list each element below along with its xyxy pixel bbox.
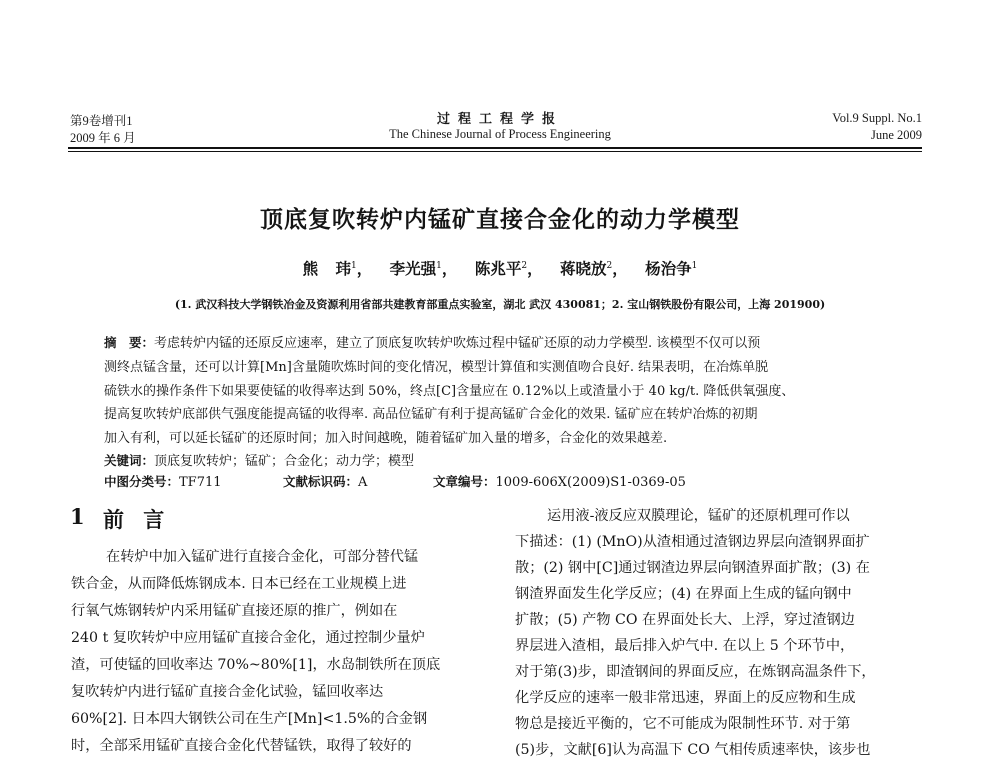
body-line: 化学反应的速率一般非常迅速，界面上的反应物和生成 [515,690,856,706]
body-line: 复吹转炉内进行锰矿直接合金化试验，锰回收率达 [71,684,384,700]
body-line: (5)步，文献[6]认为高温下 CO 气相传质速率快，该步也 [515,742,871,758]
author: 蒋晓放$^2$， [559,259,628,278]
clc-value: TF711 [179,475,222,490]
author: 李光强$^1$， [389,259,458,278]
header-date-en: June 2009 [870,128,922,142]
author: 陈兆平$^2$， [474,259,543,278]
article-number [433,472,686,490]
abstract-line: 摘 要：考虑转炉内锰的还原反应速率，建立了顶底复吹转炉吹炼过程中锰矿还原的动力学模型. 该模型不仅可以预 [104,335,761,351]
body-line: 时，全部采用锰矿直接合金化代替锰铁，取得了较好的 [71,738,412,754]
doc-code [283,472,367,490]
abstract-line: 硫铁水的操作条件下如果要使锰的收得率达到 50%，终点[C]含量应在 0.12%以上或渣量小于 40 kg/t. 降低供氧强度、 [104,384,795,399]
header-volume-en: Vol.9 Suppl. No.1 [832,111,922,125]
keywords-label: 关键词： [104,453,155,468]
header-rule-thick [68,147,922,149]
body-line: 运用液-液反应双膜理论，锰矿的还原机理可作以 [547,508,850,524]
author-list [0,257,1000,279]
doc-label: 文献标识码： [283,474,359,489]
abstract-label: 摘 要： [104,335,155,350]
body-line: 扩散；(5) 产物 CO 在界面处长大、上浮，穿过渣钢边 [515,612,855,628]
body-line: 60%[2]. 日本四大钢铁公司在生产[Mn]<1.5%的合金钢 [71,711,428,727]
header-volume: 第9卷增刊1 [70,114,133,128]
keywords: 顶底复吹转炉；锰矿；合金化；动力学；模型 [154,454,415,469]
article-label: 文章编号： [433,474,496,489]
body-line: 渣，可使锰的回收率达 70%~80%[1]，水岛制铁所在顶底 [71,657,441,673]
header-date: 2009 年 6 月 [70,131,136,145]
body-line: 铁合金，从而降低炼钢成本. 日本已经在工业规模上进 [71,576,407,592]
body-line: 散；(2) 钢中[C]通过钢渣边界层向钢渣界面扩散；(3) 在 [515,560,870,576]
body-line: 240 t 复吹转炉中应用锰矿直接合金化，通过控制少量炉 [71,630,425,646]
abstract-line: 提高复吹转炉底部供气强度能提高锰的收得率. 高品位锰矿有利于提高锰矿合金化的效果. 锰矿应在转炉冶炼的初期 [104,407,758,422]
header-journal-cn: 过程工程学报 [436,111,563,126]
section-number: 1 [70,504,85,529]
author: 杨治争$^1$ [645,259,698,278]
abstract-line: 测终点锰含量，还可以计算[Mn]含量随吹炼时间的变化情况，模型计算值和实测值吻合良好. 结果表明，在冶炼单脱 [104,360,769,375]
paper-title: 顶底复吹转炉内锰矿直接合金化的动力学模型 [260,206,740,233]
doc-value: A [358,475,368,490]
body-line: 对于第(3)步，即渣钢间的界面反应，在炼钢高温条件下， [515,664,876,680]
classification-line [104,472,222,490]
body-line: 下描述：(1) (MnO)从渣相通过渣钢边界层向渣钢界面扩 [515,534,870,550]
author: 熊 玮$^1$， [302,259,373,278]
body-line: 界层进入渣相，最后排入炉气中. 在以上 5 个环节中， [515,638,855,654]
body-line: 钢渣界面发生化学反应；(4) 在界面上生成的锰向钢中 [515,586,852,602]
article-value: 1009-606X(2009)S1-0369-05 [495,475,686,490]
body-line: 物总是接近平衡的，它不可能成为限制性环节. 对于第 [515,716,851,732]
affiliation: (1. 武汉科技大学钢铁冶金及资源利用省部共建教育部重点实验室，湖北 武汉 430081；2. 宝山钢铁股份有限公司，上海 201900) [174,298,826,311]
section-title: 前 言 [103,507,171,532]
header-journal-en: The Chinese Journal of Process Engineering [389,127,611,141]
header-rule-thin [68,151,922,152]
body-line: 行氧气炼钢转炉内采用锰矿直接还原的推广，例如在 [71,603,398,619]
keywords-line [104,450,414,469]
abstract-line: 加入有利，可以延长锰矿的还原时间；加入时间越晚，随着锰矿加入量的增多，合金化的效果越差. [104,431,668,446]
body-line: 在转炉中加入锰矿进行直接合金化，可部分替代锰 [106,549,419,565]
clc-label: 中图分类号： [104,474,180,489]
